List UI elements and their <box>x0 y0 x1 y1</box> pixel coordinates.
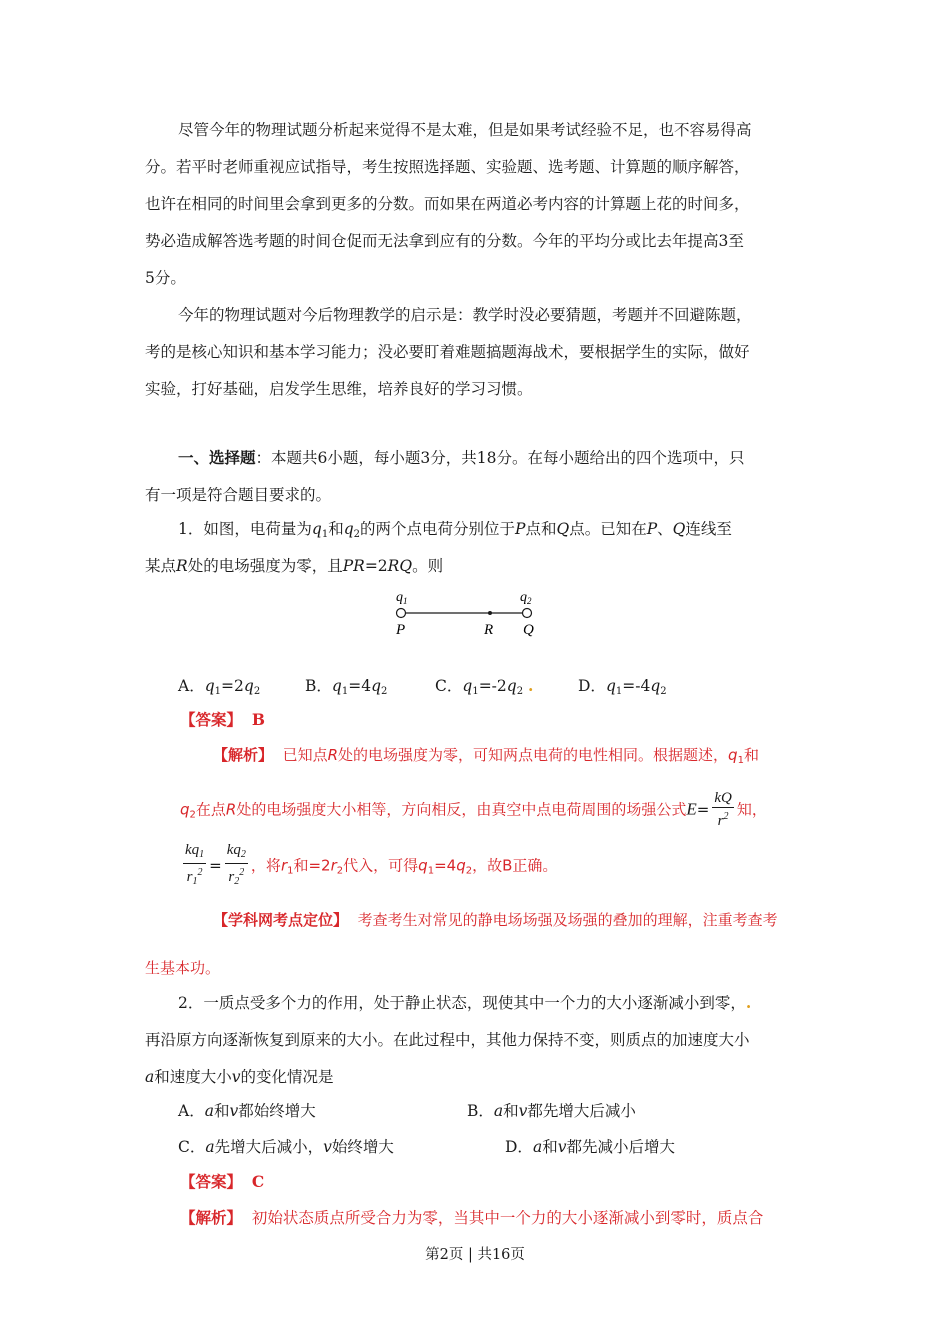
answer-value-2: C <box>251 1172 265 1191</box>
q1-analysis-line-2: $q_2$在点R处的电场强度大小相等，方向相反，由真空中点电荷周围的场强公式E= $\frac{kQ}{r^2}$ 知， <box>180 790 767 829</box>
mark-dot: . <box>528 676 534 695</box>
fig-q2-label: $q_2$ <box>520 590 532 606</box>
ratio-right: $\frac{kq_2}{r_2^2}$ <box>226 842 246 887</box>
intro-line-1: 尽管今年的物理试题分析起来觉得不是太难，但是如果考试经验不足，也不容易得高 <box>178 121 752 139</box>
section-desc-1: ：本题共6小题，每小题3分，共18分。在每小题给出的四个选项中，只 <box>255 449 745 467</box>
ratio-left: $\frac{kq_1}{r_1^2}$ <box>185 842 205 887</box>
q2-answer <box>180 1172 264 1192</box>
q1-line-2: 某点R处的电场强度为零，且PR=2RQ。则 <box>145 557 444 575</box>
intro-line-3: 也许在相同的时间里会拿到更多的分数。而如果在两道必考内容的计算题上花的时间多， <box>145 195 750 213</box>
section-title: 一、选择题 <box>178 448 256 467</box>
answer-tag-2: 【答案】 <box>180 1172 243 1191</box>
q2-option-d: D．a和v都先减小后增大 <box>505 1138 675 1156</box>
point-r-dot <box>488 611 492 615</box>
q1-answer <box>180 710 265 730</box>
intro-line-2: 分。若平时老师重视应试指导，考生按照选择题、实验题、选考题、计算题的顺序解答， <box>145 158 750 176</box>
intro2-line-3: 实验，打好基础，启发学生思维，培养良好的学习习惯。 <box>145 380 533 398</box>
q2-line-1: 2．一质点受多个力的作用，处于静止状态，现使其中一个力的大小逐渐减小到零，. <box>178 993 752 1012</box>
q1-option-a: A．$q_1=2q_2$ <box>178 677 261 697</box>
q2-option-c: C．a先增大后减小，v始终增大 <box>178 1138 394 1156</box>
q2-line-3: a和速度大小v的变化情况是 <box>145 1068 334 1086</box>
q1-point-line-1: 【学科网考点定位】 考查考生对常见的静电场场强及场强的叠加的理解，注重考查考 <box>213 911 778 929</box>
intro-line-4: 势必造成解答选考题的时间仓促而无法拿到应有的分数。今年的平均分或比去年提高3至 <box>145 232 744 250</box>
intro2-line-1: 今年的物理试题对今后物理教学的启示是：教学时没必要猜题，考题并不回避陈题， <box>178 306 752 324</box>
intro2-line-2: 考的是核心知识和基本学习能力；没必要盯着难题搞题海战术，要根据学生的实际，做好 <box>145 343 750 361</box>
q1-analysis-line-1: 【解析】 已知点R处的电场强度为零，可知两点电荷的电性相同。根据题述，$q_1$和 <box>213 746 759 766</box>
q1-figure <box>380 585 550 643</box>
q1-option-c: C．$q_1=-2q_2$ . <box>435 676 534 697</box>
q1-analysis-line-3: $\frac{kq_1}{r_1^2}$ = $\frac{kq_2}{r_2^2}$ ，将$r_1$和$=2r_2$代入，可得$q_1=4q_2$，故B正确。 <box>180 842 557 892</box>
q2-option-b: B．a和v都先增大后减小 <box>467 1102 636 1120</box>
field-formula: $\frac{kQ}{r^2}$ <box>714 790 732 829</box>
mark-dot-2: . <box>745 993 752 1012</box>
q2-line-2: 再沿原方向逐渐恢复到原来的大小。在此过程中，其他力保持不变，则质点的加速度大小 <box>145 1031 750 1049</box>
answer-value: B <box>251 710 265 729</box>
q2-analysis: 【解析】 初始状态质点所受合力为零，当其中一个力的大小逐渐减小到零时，质点合 <box>180 1208 764 1227</box>
fig-p-label: P <box>396 622 406 638</box>
intro-line-5: 5分。 <box>145 269 186 287</box>
fig-q-label: Q <box>523 622 534 638</box>
point-p-circle <box>397 609 406 618</box>
fig-r-label: R <box>484 622 494 638</box>
q1-option-d: D．$q_1=-4q_2$ <box>578 677 667 697</box>
q2-option-a: A．a和v都始终增大 <box>178 1102 316 1120</box>
page-footer: 第2页 | 共16页 <box>425 1247 525 1263</box>
q1-line-1: 1．如图，电荷量为$q_1$和$q_2$的两个点电荷分别位于P点和Q点。已知在P、Q连线至 <box>178 520 732 540</box>
answer-tag: 【答案】 <box>180 710 243 729</box>
point-q-circle <box>523 609 532 618</box>
q1-option-b: B．$q_1=4q_2$ <box>305 677 388 697</box>
fig-q1-label: $q_1$ <box>396 590 408 606</box>
section-heading <box>178 448 744 468</box>
q1-point-line-2: 生基本功。 <box>145 959 221 977</box>
section-desc-2: 有一项是符合题目要求的。 <box>145 486 332 504</box>
